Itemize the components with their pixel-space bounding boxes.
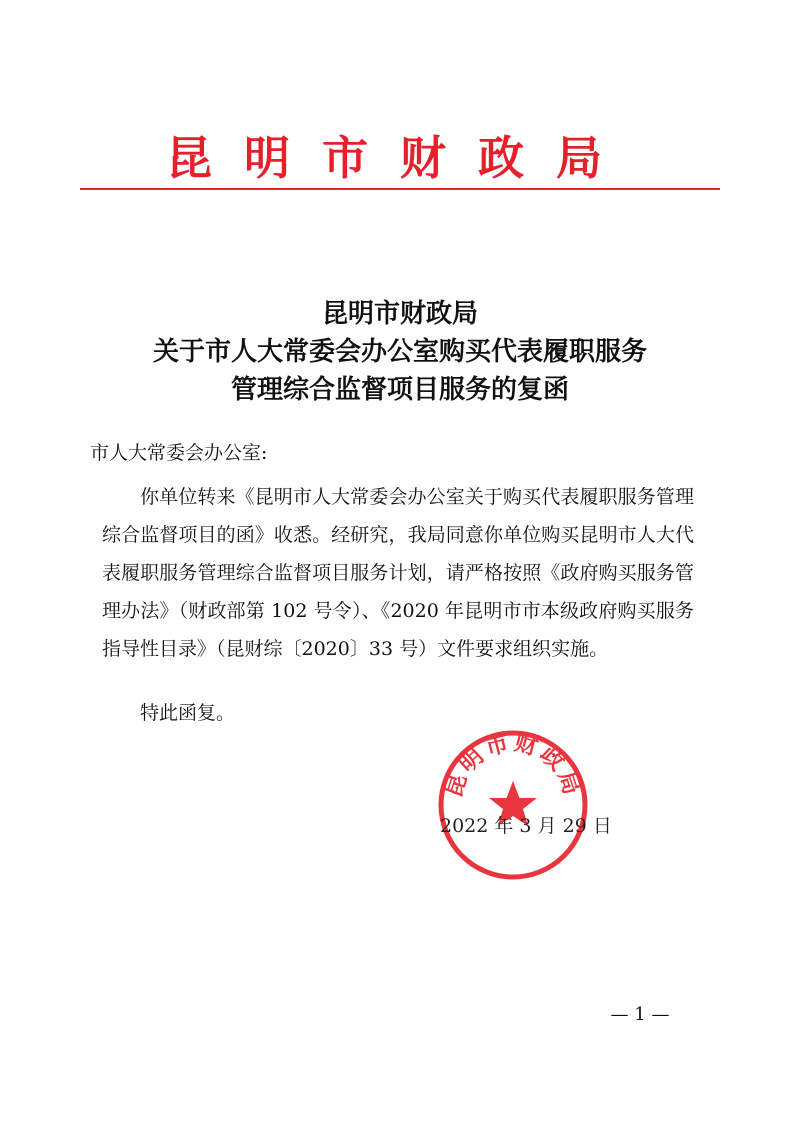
- seal-text: 昆明市财政局: [439, 728, 587, 801]
- official-seal: [433, 725, 593, 885]
- closing-line: 特此函复。: [140, 702, 236, 724]
- document-title-line-1: 昆明市财政局: [321, 299, 478, 329]
- document-title-line-2: 关于市人大常委会办公室购买代表履职服务: [152, 337, 647, 367]
- letterhead-red-rule: [80, 188, 720, 190]
- salutation: 市人大常委会办公室:: [90, 442, 268, 464]
- document-title-line-3: 管理综合监督项目服务的复函: [230, 375, 569, 405]
- page-number: — 1 —: [610, 1004, 670, 1025]
- date: 2022 年 3 月 29 日: [440, 815, 612, 837]
- letterhead-org-name: 昆明市财政局: [166, 131, 634, 185]
- body-paragraph: 你单位转来《昆明市人大常委会办公室关于购买代表履职服务管理综合监督项目的函》收悉。经研究，我局同意你单位购买昆明市人大代表履职服务管理综合监督项目服务计划，请严格按照《政府购买服务管理办法》（财政部第 102 号令）、《2020 年昆明市市本级政府购买服务指导性目录》（昆财综〔2020〕33 号）文件要求组织实施。: [102, 486, 694, 660]
